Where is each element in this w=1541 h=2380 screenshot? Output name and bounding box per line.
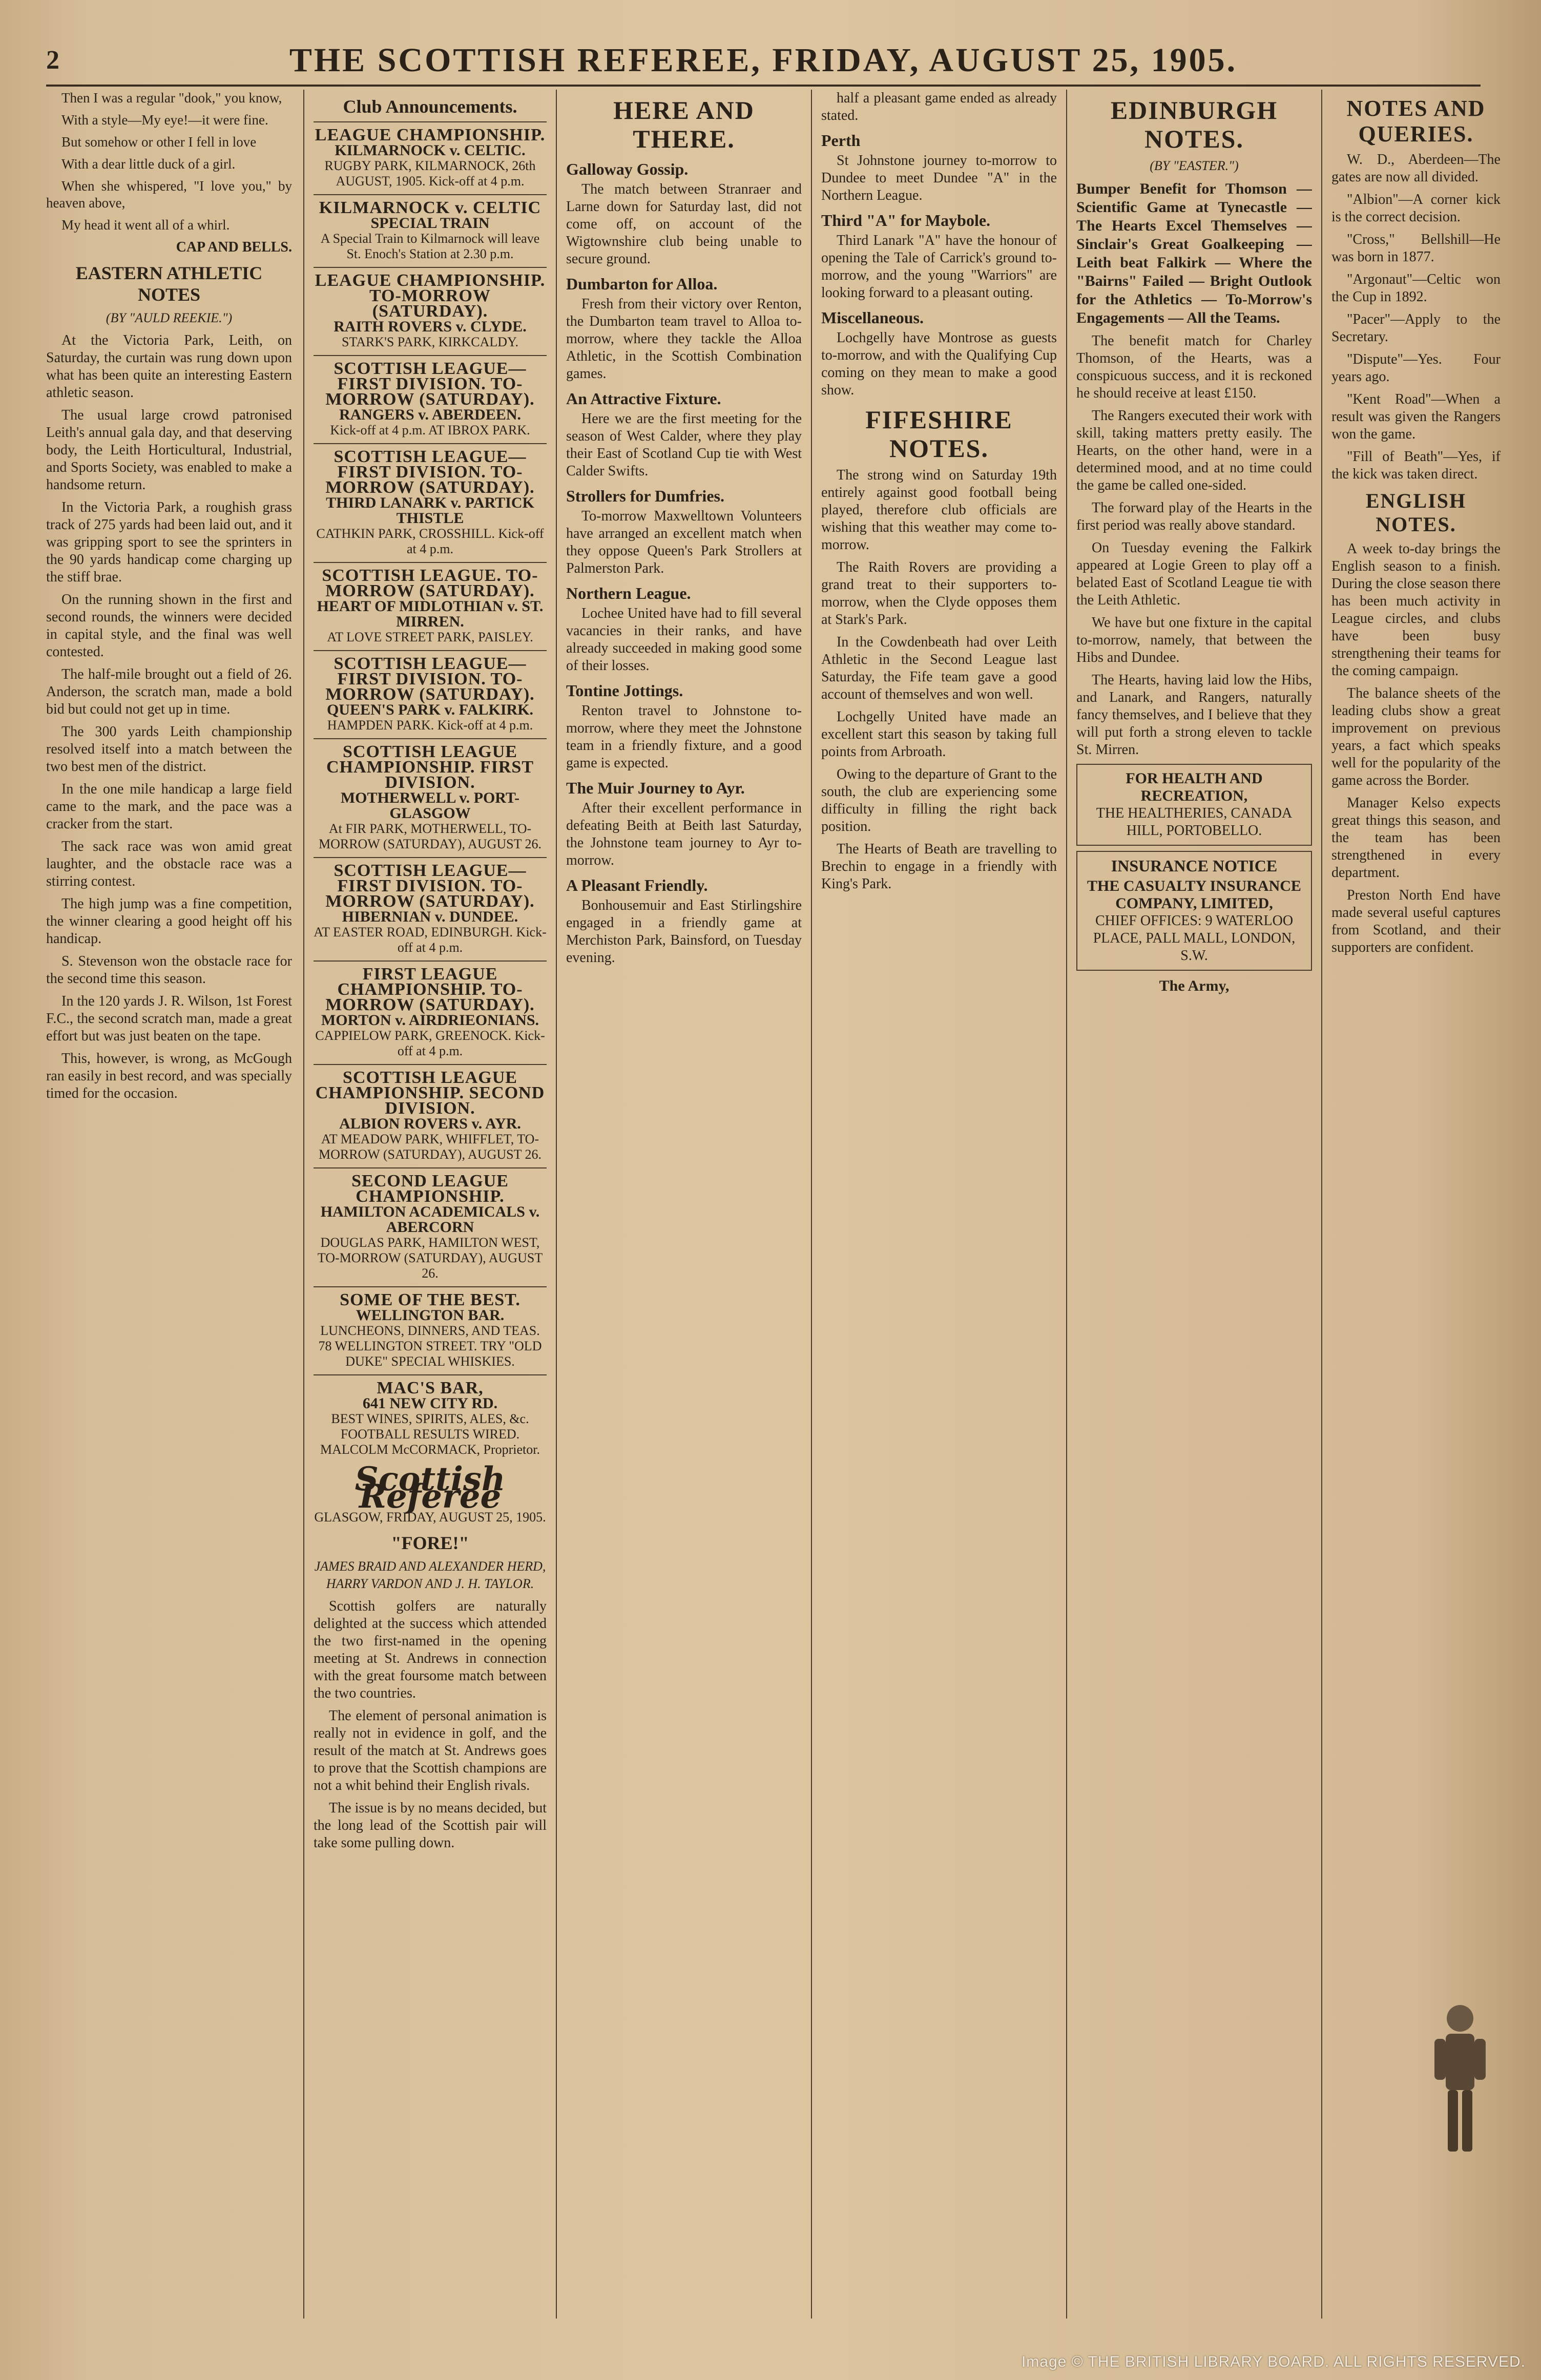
article-paragraph: This, however, is wrong, as McGough ran easily in best record, and was specially timed for the occasion. (46, 1051, 292, 1101)
notice-heading: SCOTTISH LEAGUE—FIRST DIVISION. TO-MORROW (SATURDAY). (325, 447, 535, 497)
article-paragraph: The Hearts, having laid low the Hibs, and Lanark, and Rangers, naturally fancy themselves, and I believe that they will put forth a strong eleven to tackle St. Mirren. (1076, 672, 1312, 758)
notice-heading: SCOTTISH LEAGUE—FIRST DIVISION. TO-MORROW (SATURDAY). (325, 654, 535, 704)
article-paragraph: Manager Kelso expects great things this season, and the team has been strengthened in every department. (1331, 795, 1501, 881)
article-paragraph: The match between Stranraer and Larne down for Saturday last, did not come off, on account of the Wigtownshire club being unable to secure ground. (566, 181, 802, 267)
here-and-there-title: HERE AND THERE. (613, 96, 755, 153)
article-paragraph: To-morrow Maxwelltown Volunteers have arranged an excellent match when they oppose Queen's Park Strollers at Palmerston Park. (566, 508, 802, 576)
club-notice (314, 1374, 547, 1463)
notice-heading: SECOND LEAGUE CHAMPIONSHIP. (351, 1172, 509, 1206)
fore-title: "FORE!" (391, 1533, 469, 1553)
article-paragraph: The Rangers executed their work with skill, taking matters pretty easily. The Hearts, on the other hand, were in a determined mood, and at no time could the game be called one-sided. (1076, 408, 1312, 493)
english-notes-body (1331, 540, 1501, 956)
club-notice (314, 857, 547, 961)
article-paragraph: Scottish golfers are naturally delighted at the success which attended the two first-named in the opening meeting at St. Andrews in connection with the great foursome match between the two countries. (314, 1598, 547, 1701)
club-announcements (314, 121, 547, 1463)
notice-teams: KILMARNOCK v. CELTIC. (335, 142, 526, 159)
notice-detail: AT MEADOW PARK, WHIFFLET, TO-MORROW (SATURDAY), AUGUST 26. (318, 1132, 542, 1162)
notice-teams: ALBION ROVERS v. AYR. (339, 1115, 521, 1132)
notes-and-queries-title: NOTES AND QUERIES. (1346, 96, 1486, 147)
article-paragraph: We have but one fixture in the capital to-morrow, namely, that between the Hibs and Dundee. (1076, 615, 1312, 665)
article-paragraph: Lochgelly United have made an excellent start this season by taking full points from Arbroath. (821, 709, 1057, 760)
club-notice (314, 1064, 547, 1167)
notice-heading: SCOTTISH LEAGUE. TO-MORROW (SATURDAY). (322, 566, 538, 600)
article-paragraph: The issue is by no means decided, but the long lead of the Scottish pair will take some pulling down. (314, 1800, 547, 1851)
query-answer: "Fill of Beath"—Yes, if the kick was taken direct. (1331, 449, 1501, 482)
notice-heading: SCOTTISH LEAGUE CHAMPIONSHIP. FIRST DIVISION. (326, 742, 534, 792)
poem-line: But somehow or other I fell in love (61, 134, 257, 150)
query-answer: "Pacer"—Apply to the Secretary. (1331, 311, 1501, 345)
article-paragraph: Preston North End have made several useful captures from Scotland, and their supporters are confident. (1331, 887, 1501, 955)
poem-line: My head it went all of a whirl. (61, 217, 230, 233)
club-notice (314, 961, 547, 1064)
article-paragraph: At the Victoria Park, Leith, on Saturday, the curtain was rung down upon what has been quite an interesting Eastern athletic season. (46, 332, 292, 401)
poem (46, 90, 292, 234)
continued-text: half a pleasant game ended as already stated. (821, 90, 1057, 123)
fore-subtitle: JAMES BRAID AND ALEXANDER HERD, HARRY VARDON AND J. H. TAYLOR. (314, 1559, 546, 1591)
poem-signature: CAP AND BELLS. (176, 239, 292, 255)
column-rule (1321, 90, 1322, 2319)
notice-teams: THIRD LANARK v. PARTICK THISTLE (326, 494, 534, 527)
subheading: Perth (821, 131, 861, 150)
notice-teams: RAITH ROVERS v. CLYDE. (334, 318, 527, 335)
page-number: 2 (46, 46, 59, 75)
notice-heading: SOME OF THE BEST. (340, 1290, 520, 1309)
queries-list (1331, 151, 1501, 483)
subheading: Miscellaneous. (821, 308, 924, 327)
english-notes-title: ENGLISH NOTES. (1365, 489, 1467, 536)
poem-line: With a style—My eye!—it were fine. (61, 112, 268, 128)
notice-heading: SCOTTISH LEAGUE—FIRST DIVISION. TO-MORROW (SATURDAY). (325, 359, 535, 409)
column-rule (1066, 90, 1067, 2319)
article-paragraph: The balance sheets of the leading clubs show a great improvement on previous years, a fact which speaks well for the popularity of the game across the Border. (1331, 685, 1501, 788)
article-paragraph: In the 120 yards J. R. Wilson, 1st Forest F.C., the second scratch man, made a great effort but was just beaten on the tape. (46, 993, 292, 1044)
club-notice (314, 1167, 547, 1286)
article-paragraph: The element of personal animation is really not in evidence in golf, and the result of the match at St. Andrews goes to prove that the Scottish champions are not a whit behind their English rivals. (314, 1708, 547, 1793)
notice-detail: BEST WINES, SPIRITS, ALES, &c. FOOTBALL RESULTS WIRED. MALCOLM McCORMACK, Proprietor. (320, 1411, 540, 1457)
article-paragraph: The forward play of the Hearts in the first period was really above standard. (1076, 500, 1312, 533)
notice-detail: At FIR PARK, MOTHERWELL, TO-MORROW (SATURDAY), AUGUST 26. (318, 821, 542, 851)
notice-detail: DOUGLAS PARK, HAMILTON WEST, TO-MORROW (SATURDAY), AUGUST 26. (317, 1235, 543, 1281)
insurance-title: INSURANCE NOTICE (1111, 857, 1278, 875)
article-paragraph: Lochgelly have Montrose as guests to-morrow, and with the Qualifying Cup coming on they mean to make a good show. (821, 330, 1057, 398)
article-paragraph: The half-mile brought out a field of 26. Anderson, the scratch man, made a bold bid but could not get up in time. (46, 666, 292, 717)
notice-detail: RUGBY PARK, KILMARNOCK, 26th AUGUST, 1905. Kick-off at 4 p.m. (324, 158, 536, 189)
notice-heading: FIRST LEAGUE CHAMPIONSHIP. TO-MORROW (SATURDAY). (325, 965, 535, 1014)
notice-heading: LEAGUE CHAMPIONSHIP. (315, 126, 546, 144)
notice-heading: SCOTTISH LEAGUE CHAMPIONSHIP. SECOND DIVISION. (315, 1068, 545, 1118)
article-paragraph: Third Lanark "A" have the honour of opening the Tale of Carrick's ground to-morrow, and the young "Warriors" are looking forward to a pleasant outing. (821, 233, 1057, 301)
club-notice (314, 1286, 547, 1374)
notice-teams: HEART OF MIDLOTHIAN v. ST. MIRREN. (317, 598, 544, 630)
notice-heading: MAC'S BAR, (377, 1379, 484, 1397)
notice-detail: CATHKIN PARK, CROSSHILL. Kick-off at 4 p.m. (316, 526, 544, 556)
article-paragraph: On Tuesday evening the Falkirk appeared at Logie Green to play off a belated East of Scotland League tie with the Leith Athletic. (1076, 540, 1312, 608)
poem-line: When she whispered, "I love you," by heaven above, (46, 178, 292, 211)
insurance-company: THE CASUALTY INSURANCE COMPANY, LIMITED, (1087, 878, 1301, 912)
poem-line: Then I was a regular "dook," you know, (61, 90, 282, 106)
article-paragraph: The sack race was won amid great laughter, and the obstacle race was a stirring contest. (46, 839, 292, 889)
notice-detail: AT EASTER ROAD, EDINBURGH. Kick-off at 4 p.m. (314, 925, 547, 955)
notice-teams: 641 NEW CITY RD. (362, 1395, 498, 1412)
club-notice (314, 121, 547, 194)
masthead (46, 36, 1481, 87)
article-paragraph: The 300 yards Leith championship resolved itself into a match between the two best men of the district. (46, 724, 292, 775)
eastern-athletic-body (46, 332, 292, 1102)
article-paragraph: The high jump was a fine competition, the winner clearing a good height off his handicap. (46, 896, 292, 947)
query-answer: W. D., Aberdeen—The gates are now all divided. (1331, 152, 1501, 185)
newspaper-title: THE SCOTTISH REFEREE, FRIDAY, AUGUST 25, 1905. (289, 41, 1238, 79)
continued-items (821, 132, 1057, 399)
notice-detail: AT LOVE STREET PARK, PAISLEY. (327, 630, 533, 644)
subheading: Galloway Gossip. (566, 160, 689, 178)
dateline: GLASGOW, FRIDAY, AUGUST 25, 1905. (314, 1510, 546, 1525)
club-notice (314, 194, 547, 267)
notice-heading: LEAGUE CHAMPIONSHIP. TO-MORROW (SATURDAY). (315, 271, 546, 321)
subheading: Northern League. (566, 584, 691, 602)
notice-teams: MOTHERWELL v. PORT-GLASGOW (340, 789, 520, 822)
article-paragraph: The benefit match for Charley Thomson, of the Hearts, was a conspicuous success, and it is reckoned he should receive at least £150. (1076, 333, 1312, 401)
notice-detail: A Special Train to Kilmarnock will leave St. Enoch's Station at 2.30 p.m. (320, 231, 540, 261)
subheading: An Attractive Fixture. (566, 389, 721, 408)
notice-heading: SCOTTISH LEAGUE—FIRST DIVISION. TO-MORROW (SATURDAY). (325, 861, 535, 911)
here-and-there-items (566, 160, 802, 967)
notice-teams: WELLINGTON BAR. (356, 1307, 505, 1324)
notice-detail: LUNCHEONS, DINNERS, AND TEAS. 78 WELLINGTON STREET. TRY "OLD DUKE" SPECIAL WHISKIES. (318, 1323, 542, 1369)
club-notice (314, 443, 547, 562)
column-rule (556, 90, 557, 2319)
insurance-notice (1076, 851, 1312, 971)
query-answer: "Dispute"—Yes. Four years ago. (1331, 351, 1501, 385)
fifeshire-body (821, 467, 1057, 893)
subheading: Tontine Jottings. (566, 681, 683, 700)
column-4 (821, 90, 1057, 2319)
notice-teams: MORTON v. AIRDRIEONIANS. (321, 1012, 539, 1029)
poem-line: With a dear little duck of a girl. (61, 156, 236, 172)
article-paragraph: S. Stevenson won the obstacle race for the second time this season. (46, 953, 292, 987)
article-paragraph: A week to-day brings the English season to a finish. During the close season there has been much activity in League circles, and clubs have been busy strengthening their teams for the coming campaign. (1331, 541, 1501, 679)
eastern-athletic-byline: (BY "AULD REEKIE.") (106, 310, 233, 325)
notice-teams: RANGERS v. ABERDEEN. (339, 406, 522, 423)
notice-detail: STARK'S PARK, KIRKCALDY. (341, 335, 519, 349)
notice-teams: QUEEN'S PARK v. FALKIRK. (326, 701, 534, 718)
ad-text: THE HEALTHERIES, CANADA HILL, PORTOBELLO. (1096, 805, 1293, 839)
query-answer: "Cross," Bellshill—He was born in 1877. (1331, 232, 1501, 265)
column-6 (1331, 90, 1501, 2319)
fifeshire-notes-title: FIFESHIRE NOTES. (865, 405, 1013, 463)
club-announcements-title: Club Announcements. (343, 96, 517, 117)
edinburgh-body (1076, 332, 1312, 759)
article-paragraph: Renton travel to Johnstone to-morrow, where they meet the Johnstone team in a friendly fixture, and a good game is expected. (566, 703, 802, 771)
subheading: Strollers for Dumfries. (566, 487, 724, 505)
article-paragraph: On the running shown in the first and second rounds, the winners were decided in capital style, and the final was well contested. (46, 592, 292, 660)
article-paragraph: Fresh from their victory over Renton, the Dumbarton team travel to Alloa to-morrow, where they tackle the Alloa Athletic, in the Scottish Combination games. (566, 296, 802, 382)
fore-body (314, 1598, 547, 1852)
footballer-illustration (1419, 1998, 1501, 2167)
column-1 (46, 90, 292, 2319)
edinburgh-byline: (BY "EASTER.") (1150, 158, 1239, 173)
healtheries-ad (1076, 764, 1312, 846)
subheading: The Muir Journey to Ayr. (566, 779, 745, 797)
article-paragraph: The Raith Rovers are providing a grand treat to their supporters to-morrow, when the Clyde opposes them at Stark's Park. (821, 559, 1057, 628)
notice-detail: Kick-off at 4 p.m. AT IBROX PARK. (330, 423, 530, 437)
query-answer: "Kent Road"—When a result was given the Rangers won the game. (1331, 391, 1501, 442)
article-paragraph: After their excellent performance in defeating Beith at Beith last Saturday, the Johnstone team journey to Ayr to-morrow. (566, 800, 802, 868)
club-notice (314, 650, 547, 738)
notice-detail: HAMPDEN PARK. Kick-off at 4 p.m. (327, 718, 533, 733)
article-paragraph: The Hearts of Beath are travelling to Brechin to engage in a friendly with King's Park. (821, 841, 1057, 892)
column-rule (811, 90, 812, 2319)
edinburgh-notes-title: EDINBURGH NOTES. (1110, 96, 1278, 153)
eastern-athletic-notes-title: EASTERN ATHLETIC NOTES (75, 263, 263, 305)
edinburgh-summary: Bumper Benefit for Thomson — Scientific Game at Tynecastle — The Hearts Excel Themselves — Sinclair's Great Goalkeeping — Leith beat Falkirk — Where the "Bairns" Failed — Bright Outlook for the Athletics — To-Morrow's Engagements — All the Teams. (1076, 180, 1312, 326)
article-paragraph: Lochee United have had to fill several vacancies in their ranks, and have already succeeded in making good some of their losses. (566, 606, 802, 674)
ad-headline: FOR HEALTH AND RECREATION, (1126, 770, 1263, 804)
subheading: A Pleasant Friendly. (566, 876, 708, 894)
query-answer: "Albion"—A corner kick is the correct decision. (1331, 192, 1501, 225)
article-paragraph: In the Victoria Park, a roughish grass track of 275 yards had been laid out, and it was gripping sport to see the sprinters in the 90 yards handicap come charging up the stiff brae. (46, 499, 292, 585)
column-5 (1076, 90, 1312, 2319)
notice-heading: KILMARNOCK v. CELTIC (319, 198, 542, 217)
article-paragraph: Here we are the first meeting for the season of West Calder, where they play their East of Scotland Cup tie with West Calder Swifts. (566, 411, 802, 479)
article-paragraph: The usual large crowd patronised Leith's annual gala day, and that deserving body, the Leith Horticultural, Industrial, and Sports Society, was enabled to make a handsome return. (46, 407, 292, 493)
column-3 (566, 90, 802, 2319)
notice-teams: HIBERNIAN v. DUNDEE. (342, 908, 518, 925)
column-rule (303, 90, 304, 2319)
notice-teams: SPECIAL TRAIN (370, 215, 490, 232)
club-notice (314, 562, 547, 650)
article-paragraph: Owing to the departure of Grant to the south, the club are experiencing some difficulty in filling the right back position. (821, 766, 1057, 834)
copyright-footer: Image © THE BRITISH LIBRARY BOARD. ALL RIGHTS RESERVED. (1021, 2353, 1526, 2370)
notice-teams: HAMILTON ACADEMICALS v. ABERCORN (320, 1203, 540, 1236)
query-answer: "Argonaut"—Celtic won the Cup in 1892. (1331, 272, 1501, 305)
article-paragraph: Bonhousemuir and East Stirlingshire engaged in a friendly game at Merchiston Park, Bainsford, on Tuesday evening. (566, 897, 802, 966)
club-notice (314, 738, 547, 857)
notice-detail: CAPPIELOW PARK, GREENOCK. Kick-off at 4 p.m. (315, 1028, 545, 1058)
subheading: Third "A" for Maybole. (821, 211, 991, 229)
army-heading: The Army, (1159, 977, 1230, 994)
club-notice (314, 267, 547, 355)
article-paragraph: In the one mile handicap a large field came to the mark, and the pace was a cracker from the start. (46, 781, 292, 832)
article-paragraph: St Johnstone journey to-morrow to Dundee to meet Dundee "A" in the Northern League. (821, 153, 1057, 203)
scottish-referee-logo: Scottish Referee (355, 1460, 506, 1516)
article-paragraph: In the Cowdenbeath had over Leith Athletic in the Second League last Saturday, the Fife team gave a good account of themselves and won well. (821, 634, 1057, 702)
column-2 (314, 90, 547, 2319)
subheading: Dumbarton for Alloa. (566, 275, 718, 293)
article-paragraph: The strong wind on Saturday 19th entirely against good football being played, therefore club officials are wishing that this weather may come to-morrow. (821, 467, 1057, 553)
insurance-address: CHIEF OFFICES: 9 WATERLOO PLACE, PALL MALL, LONDON, S.W. (1093, 913, 1296, 964)
club-notice (314, 355, 547, 443)
